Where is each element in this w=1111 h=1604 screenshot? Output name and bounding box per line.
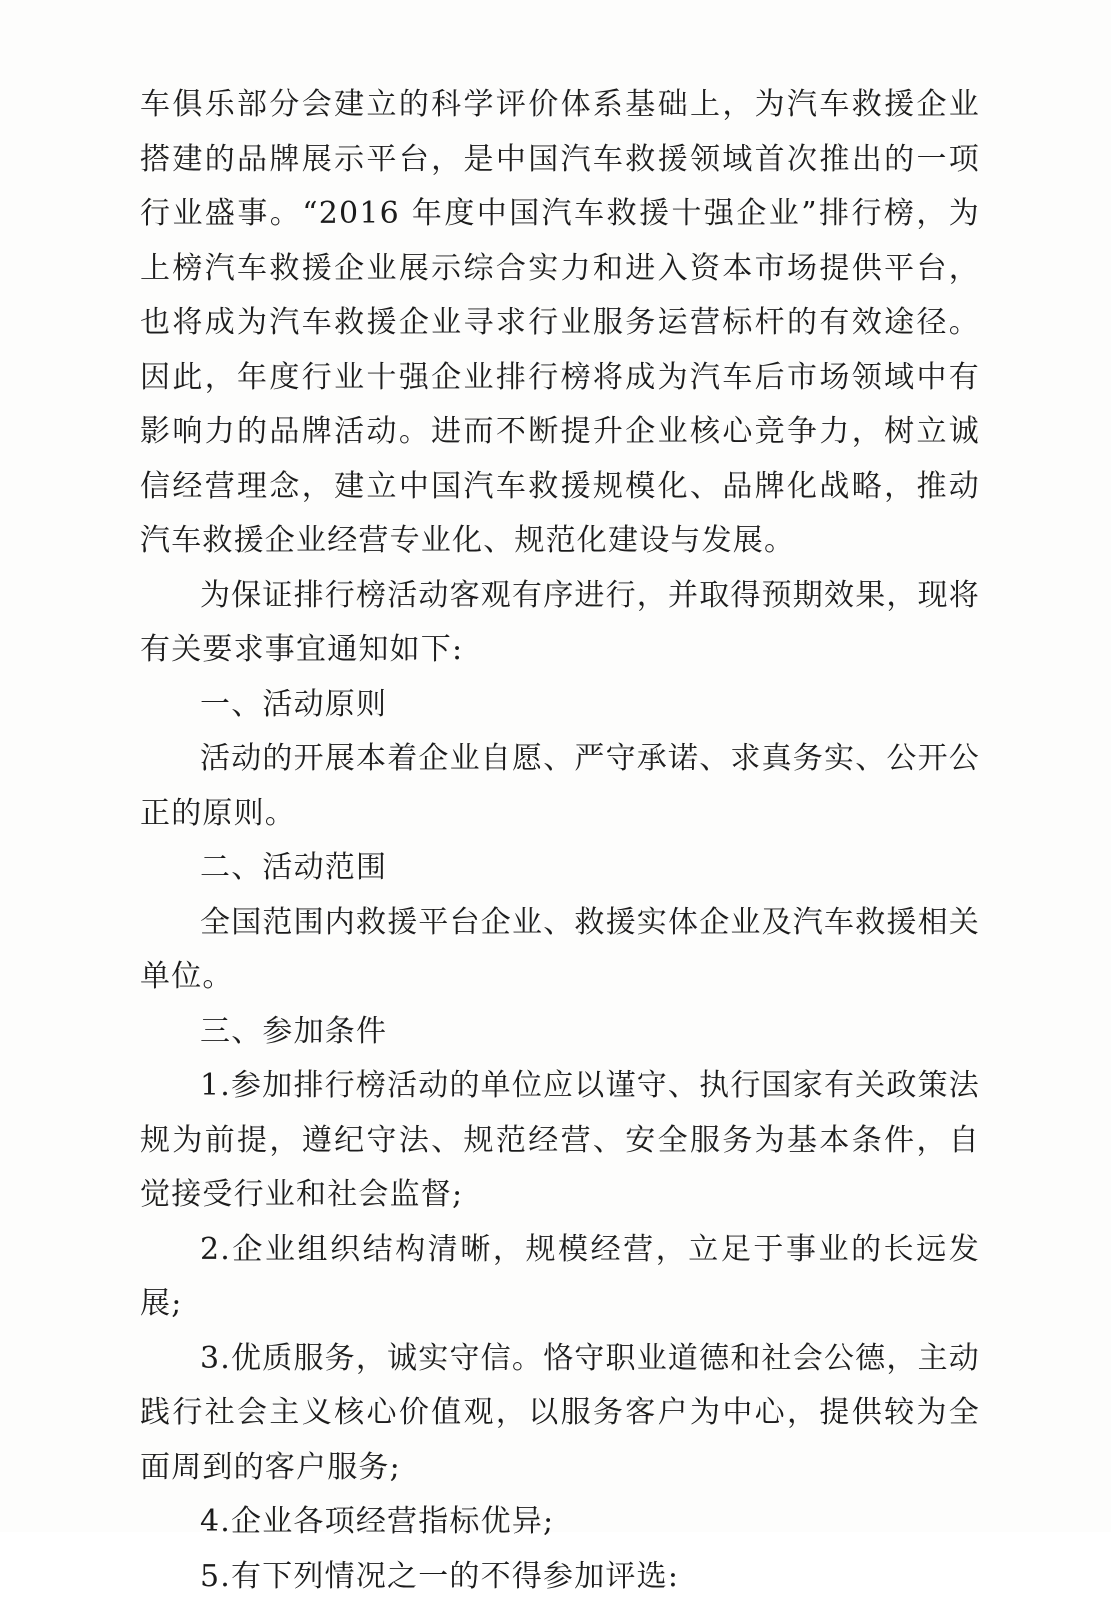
condition-item-3: 3.优质服务，诚实守信。恪守职业道德和社会公德，主动践行社会主义核心价值观，以服务客户为中心，提供较为全面周到的客户服务; bbox=[140, 1332, 980, 1496]
paragraph-intro: 车俱乐部分会建立的科学评价体系基础上，为汽车救援企业搭建的品牌展示平台，是中国汽车救援领域首次推出的一项行业盛事。“2016 年度中国汽车救援十强企业”排行榜，为上榜汽车救援企业展示综合实力和进入资本市场提供平台，也将成为汽车救援企业寻求行业服务运营标杆的有效途径。因此，年度行业十强企业排行榜将成为汽车后市场领域中有影响力的品牌活动。进而不断提升企业核心竞争力，树立诚信经营理念，建立中国汽车救援规模化、品牌化战略，推动汽车救援企业经营专业化、规范化建设与发展。 bbox=[140, 78, 980, 569]
paragraph-scope: 全国范围内救援平台企业、救援实体企业及汽车救援相关单位。 bbox=[140, 896, 980, 1005]
section-heading-scope: 二、活动范围 bbox=[140, 841, 980, 896]
condition-item-2: 2.企业组织结构清晰，规模经营，立足于事业的长远发展; bbox=[140, 1223, 980, 1332]
condition-item-4: 4.企业各项经营指标优异; bbox=[140, 1495, 980, 1550]
condition-item-1: 1.参加排行榜活动的单位应以谨守、执行国家有关政策法规为前提，遵纪守法、规范经营、安全服务为基本条件，自觉接受行业和社会监督; bbox=[140, 1059, 980, 1223]
section-heading-conditions: 三、参加条件 bbox=[140, 1005, 980, 1060]
section-heading-principles: 一、活动原则 bbox=[140, 678, 980, 733]
condition-item-5: 5.有下列情况之一的不得参加评选: bbox=[140, 1550, 980, 1604]
paragraph-notice: 为保证排行榜活动客观有序进行，并取得预期效果，现将有关要求事宜通知如下: bbox=[140, 569, 980, 678]
paragraph-principles: 活动的开展本着企业自愿、严守承诺、求真务实、公开公正的原则。 bbox=[140, 732, 980, 841]
document-body bbox=[140, 78, 980, 1604]
